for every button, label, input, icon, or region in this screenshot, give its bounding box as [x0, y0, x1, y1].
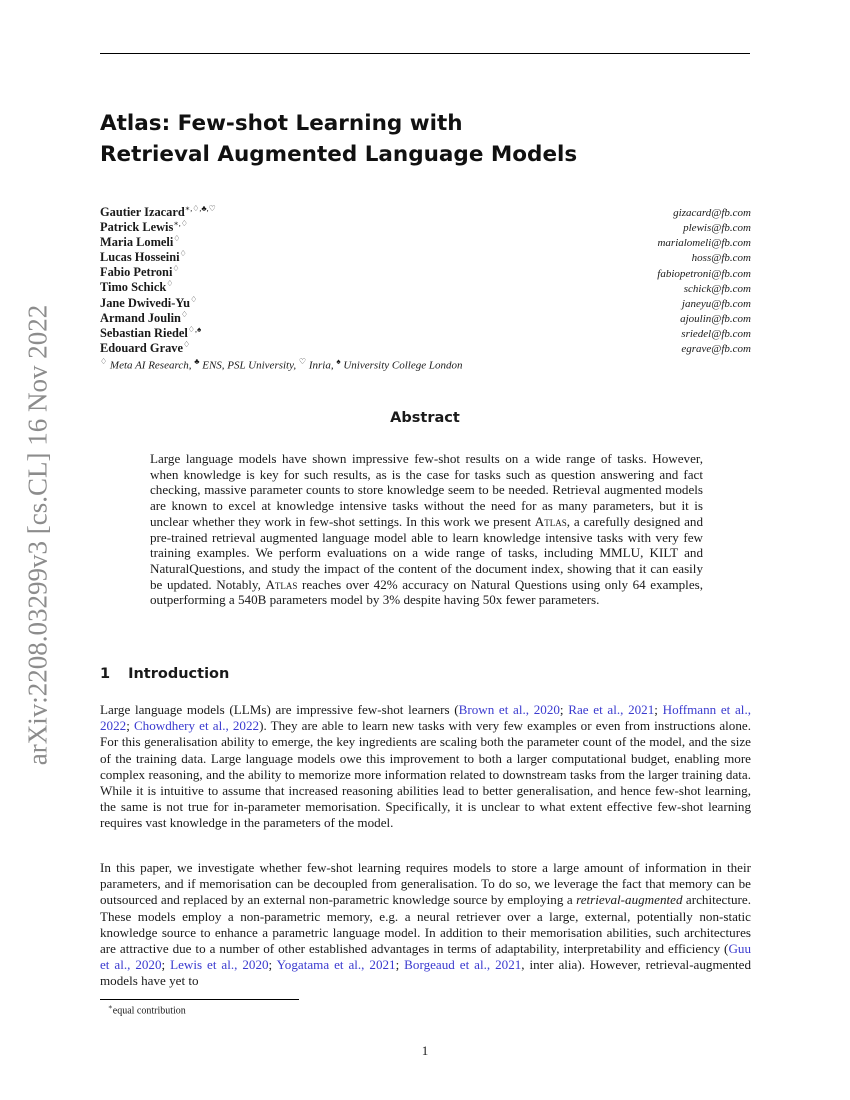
affiliation-ucl: University College London: [340, 359, 463, 372]
author-email: ajoulin@fb.com: [680, 312, 751, 325]
affiliation-marks: ∗,♢,♣,♡: [184, 204, 216, 213]
abstract-body: Large language models have shown impressive few-shot results on a wide range of tasks. However, when knowledge is key for such results, as is the case for tasks such as question answering and fact checking, massive parameter counts to store knowledge seem to be needed. Retrieval augmented models are known to excel at knowledge intensive tasks without the need for as many parameters, but it is unclear whether they work in few-shot settings. In this work we present Atlas, a carefully designed and pre-trained retrieval augmented language model able to learn knowledge intensive tasks with very few training examples. We perform evaluations on a wide range of tasks, including MMLU, KILT and NaturalQuestions, and study the impact of the content of the document index, showing that it can easily be updated. Notably, Atlas reaches over 42% accuracy on Natural Questions using only 64 examples, outperforming a 540B parameters model by 3% despite having 50x fewer parameters.: [150, 451, 704, 608]
affiliation-mark: ♢: [100, 357, 108, 366]
footnote-text: equal contribution: [112, 1005, 186, 1017]
abstract-heading: Abstract: [390, 410, 460, 426]
intro-paragraph-1: Large language models (LLMs) are impressive few-shot learners (Brown et al., 2020; Rae et al., 2021; Hoffmann et al., 2022; Chowdhery et al., 2022). They are able to learn new tasks with very few examples or even from instructions alone. For this generalisation ability to emerge, the key ingredients are scaling both the parameter count of the model, and the size of the training data. Large language models owe this improvement to both a larger computational budget, enabling more complex reasoning, and the ability to memorize more information related to downstream tasks from the larger training data. While it is intuitive to assume that increased reasoning abilities lead to better generalisation, and hence few-shot learning, the same is not true for in-parameter memorisation. Specifically, it is unclear to what extent effective few-shot learning requires vast knowledge in the parameters of the model.: [100, 702, 751, 831]
author-email: sriedel@fb.com: [681, 327, 751, 340]
paper-title: [100, 108, 750, 170]
author-name: Jane Dwivedi-Yu♢: [100, 294, 198, 310]
affiliation-marks: ♢: [190, 294, 198, 304]
page-number: 1: [421, 1043, 429, 1058]
author-email: janeyu@fb.com: [681, 297, 751, 310]
affiliation-mark: ♣: [194, 357, 200, 366]
author-name: Sebastian Riedel♢,♠: [100, 324, 202, 340]
author-row: [100, 295, 751, 310]
arxiv-sidebar-stamp: [18, 290, 58, 780]
author-email: egrave@fb.com: [681, 342, 751, 355]
intro-paragraph-2: In this paper, we investigate whether few-shot learning requires models to store a large amount of information in their parameters, and if memorisation can be decoupled from generalisation. To do so, we leverage the fact that memory can be outsourced and replaced by an external non-parametric knowledge source by employing a retrieval-augmented architecture. These models employ a non-parametric memory, e.g. a neural retriever over a large, external, potentially non-static knowledge source to enhance a parametric language model. In addition to their memorisation abilities, such architectures are attractive due to a number of other established advantages in terms of adaptability, interpretability and efficiency (Guu et al., 2020; Lewis et al., 2020; Yogatama et al., 2021; Borgeaud et al., 2021, inter alia). However, retrieval-augmented models have yet to: [100, 860, 752, 989]
affiliation-ens: ENS, PSL University,: [199, 359, 299, 372]
citation-link[interactable]: Guu et al., 2020: [100, 941, 751, 973]
section-heading-introduction: [100, 666, 229, 682]
affiliation-meta: Meta AI Research,: [107, 359, 195, 372]
citation-link[interactable]: Yogatama et al., 2021: [276, 957, 396, 973]
affiliation-marks: ♢: [182, 339, 191, 349]
atlas-name: Atlas: [534, 513, 567, 529]
author-email: fabiopetroni@fb.com: [657, 267, 751, 280]
affiliation-marks: ♢,♠: [187, 324, 202, 334]
title-line-2: Retrieval Augmented Language Models: [100, 142, 578, 167]
atlas-name: Atlas: [265, 576, 298, 592]
author-name: Timo Schick♢: [100, 279, 174, 295]
affiliation-mark: ♡: [298, 357, 307, 366]
top-rule: [100, 53, 750, 54]
affiliation-marks: ♢: [166, 279, 174, 289]
author-name: Lucas Hosseini♢: [100, 249, 187, 265]
affiliations-line: [100, 357, 462, 372]
author-row: [100, 264, 751, 279]
author-row: [100, 219, 751, 234]
author-email: hoss@fb.com: [691, 252, 751, 265]
emphasis: retrieval-augmented: [576, 892, 683, 908]
citation-link[interactable]: Rae et al., 2021: [568, 702, 655, 717]
footnote-mark: ∗: [108, 1003, 113, 1011]
citation-link[interactable]: Chowdhery et al., 2022: [133, 718, 260, 734]
author-row: [100, 279, 751, 294]
author-email: schick@fb.com: [683, 282, 751, 295]
citation-link[interactable]: Borgeaud et al., 2021: [404, 957, 522, 973]
author-row: [100, 325, 751, 340]
arxiv-identifier: arXiv:2208.03299v3 [cs.CL] 16 Nov 2022: [22, 304, 53, 766]
author-row: [100, 204, 751, 219]
affiliation-marks: ♢: [179, 249, 187, 259]
affiliation-marks: ♢: [173, 234, 181, 244]
author-list: [100, 204, 751, 355]
author-row: [100, 234, 751, 249]
title-line-1: Atlas: Few-shot Learning with: [100, 111, 463, 136]
footnote-rule: [100, 999, 299, 1000]
affiliation-marks: ∗,♢: [173, 219, 188, 229]
author-name: Fabio Petroni♢: [100, 264, 180, 280]
affiliation-mark: ♠: [336, 357, 341, 366]
author-name: Maria Lomeli♢: [100, 234, 181, 250]
affiliation-marks: ♢: [180, 309, 189, 319]
citation-link[interactable]: Lewis et al., 2020: [170, 957, 269, 973]
author-row: [100, 249, 751, 264]
affiliation-marks: ♢: [172, 264, 180, 274]
author-row: [100, 340, 751, 355]
author-email: marialomeli@fb.com: [657, 237, 751, 250]
footnote: [108, 1003, 186, 1016]
citation-link[interactable]: Hoffmann et al., 2022: [100, 702, 751, 734]
author-row: [100, 310, 751, 325]
author-email: gizacard@fb.com: [673, 207, 751, 220]
section-title: Introduction: [128, 666, 230, 682]
citation-link[interactable]: Brown et al., 2020: [458, 702, 560, 717]
affiliation-inria: Inria,: [306, 359, 337, 372]
author-email: plewis@fb.com: [683, 222, 751, 235]
author-name: Gautier Izacard∗,♢,♣,♡: [100, 204, 216, 220]
author-name: Armand Joulin♢: [100, 309, 189, 325]
section-number: 1: [100, 666, 111, 682]
author-name: Patrick Lewis∗,♢: [100, 219, 188, 235]
author-name: Edouard Grave♢: [100, 339, 191, 355]
